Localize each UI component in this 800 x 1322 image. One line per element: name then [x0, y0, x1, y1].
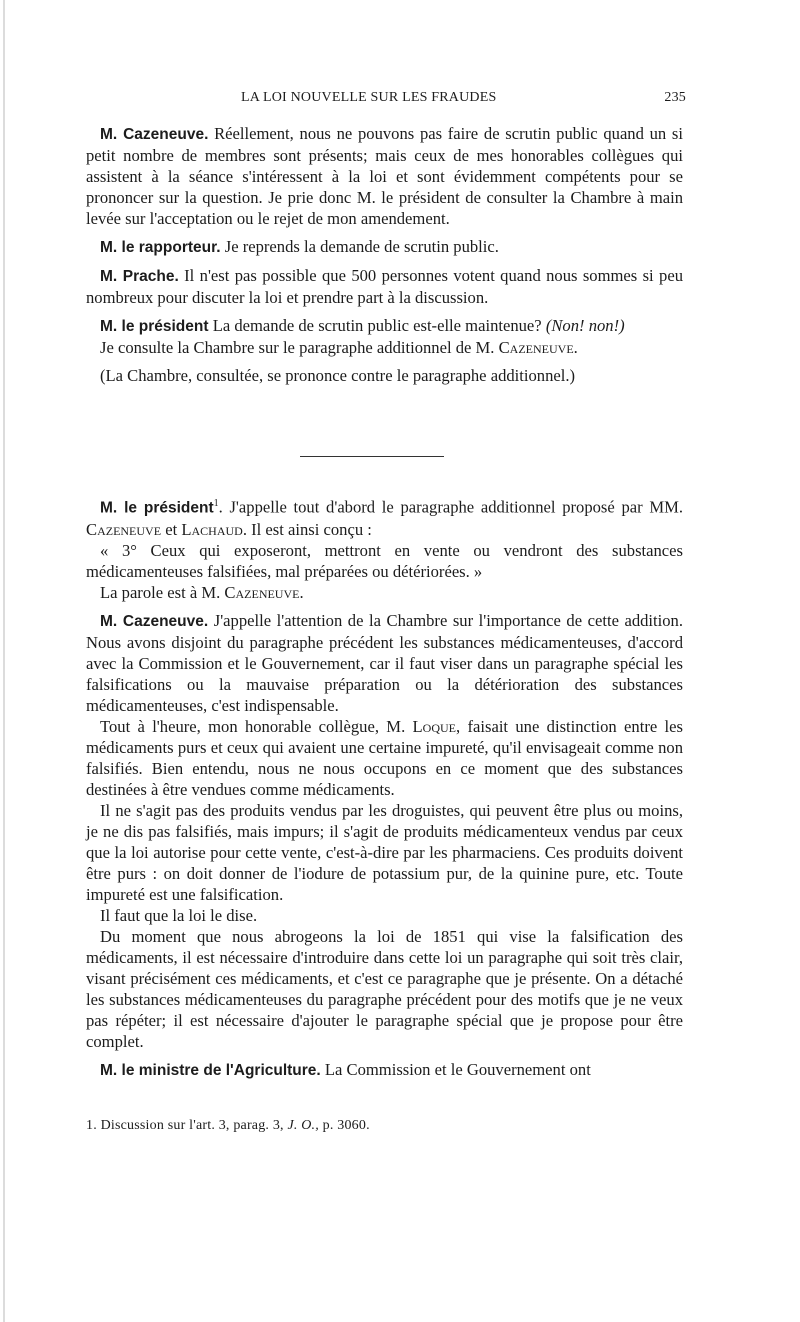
paragraph-text: et [165, 519, 178, 539]
paragraph-droguistes [86, 800, 683, 905]
paragraph-floor-given [86, 582, 683, 603]
paragraph-text: Il ne s'agit pas des produits vendus par les droguistes, qui peuvent être plus ou moins, je ne dis pas falsifiés, mais impurs; il s'agit de produits médicamenteux vendus par ceux que la loi autorise pour cette vente, c'est-à-dire par les pharmaciens. Ces produits doivent être purs : on doit donner de l'iodure de potassium pur, de la quinine pure, etc. Toute impureté est une falsification. [86, 800, 683, 904]
paragraph-text: Je reprends la demande de scrutin public. [224, 237, 499, 256]
person-name: Cazeneuve [86, 519, 162, 539]
paragraph-president-proposal [86, 493, 683, 540]
paragraph-loque-distinction [86, 716, 683, 800]
paragraph-consultation [86, 337, 683, 358]
speaker-name: M. Cazeneuve. [100, 126, 209, 143]
paragraph-text: . J'appelle tout d'abord le paragraphe additionnel proposé par MM. [218, 497, 683, 517]
person-name: Cazeneuve. [498, 338, 578, 357]
paragraph-text: Tout à l'heure, mon honorable collègue, M. [100, 716, 406, 736]
paragraph-cazeneuve-scrutin [86, 123, 683, 229]
paragraph-quoted-text [86, 540, 683, 582]
paragraph-text: faisait une distinction entre les médicaments purs et ceux qui avaient une certaine impureté, qu'il envisageait comme non falsifiés. Bien entendu, nous ne nous occupons en ce moment que des substances destinées à être vendues comme médicaments. [86, 716, 683, 799]
paragraph-text: La Commission et le Gouvernement ont [324, 1059, 591, 1079]
speaker-name: M. le rapporteur. [100, 239, 221, 256]
person-name: Cazeneuve. [224, 582, 304, 602]
footnote-reference: J. O., [287, 1118, 319, 1133]
speaker-name: M. Cazeneuve. [100, 612, 209, 630]
paragraph-cazeneuve-addition [86, 610, 683, 716]
page-number: 235 [664, 90, 686, 105]
paragraph-text: Réellement, nous ne pouvons pas faire de scrutin public quand un si petit nombre de membres sont présents; mais ceux de mes honorables collègues qui assistent à la séance s'intéressent à la loi et sont évidemment compétents pour se prononcer sur la question. Je prie donc M. le président de consulter la Chambre à main levée sur l'acceptation ou le rejet de mon amendement. [86, 124, 683, 228]
paragraph-text: « 3° Ceux qui exposeront, mettront en vente ou vendront des substances médicamenteuses falsifiées, mal préparées ou détériorées. » [86, 540, 683, 581]
debate-section-bottom [86, 493, 683, 1081]
paragraph-text: Je consulte la Chambre sur le paragraphe additionnel de M. [100, 338, 495, 357]
paragraph-vote-result [86, 365, 683, 386]
paragraph-ministre [86, 1059, 683, 1081]
paragraph-rapporteur [86, 236, 683, 258]
person-name: Loque, [412, 716, 461, 736]
section-divider [300, 456, 444, 457]
footnote-mark: 1 [213, 498, 219, 509]
debate-section-top [86, 123, 683, 386]
paragraph-text: Il n'est pas possible que 500 personnes votent quand nous sommes si peu nombreux pour discuter la loi et prendre part à la discussion. [86, 266, 683, 307]
footnote [86, 1118, 370, 1134]
page-edge [3, 0, 5, 1322]
paragraph-text: La parole est à M. [100, 582, 221, 602]
paragraph-loi-dise [86, 905, 683, 926]
speaker-name: M. Prache. [100, 268, 179, 285]
paragraph-loi-1851 [86, 926, 683, 1052]
paragraph-text: Il est ainsi conçu : [251, 519, 372, 539]
footnote-text: 1. Discussion sur l'art. 3, parag. 3, [86, 1118, 284, 1133]
paragraph-prache [86, 265, 683, 308]
person-name: Lachaud. [181, 519, 247, 539]
header-title: LA LOI NOUVELLE SUR LES FRAUDES [241, 90, 497, 105]
paragraph-text: Du moment que nous abrogeons la loi de 1851 qui vise la falsification des médicaments, il est nécessaire d'introduire dans cette loi un paragraphe qui soit très clair, visant précisément ces médicaments, et c'est ce paragraphe que je présente. On a détaché les substances médicamenteuses du paragraphe précédent pour des motifs que je ne veux pas répéter; il est nécessaire d'ajouter le paragraphe spécial que je propose pour être complet. [86, 926, 683, 1051]
speaker-name: M. le président [100, 318, 209, 335]
paragraph-text: Il faut que la loi le dise. [100, 905, 258, 925]
speaker-name: M. le président [100, 499, 214, 517]
footnote-text: p. 3060. [322, 1118, 370, 1133]
interjection: (Non! non!) [545, 316, 625, 335]
speaker-name: M. le ministre de l'Agriculture. [100, 1061, 321, 1079]
paragraph-text: (La Chambre, consultée, se prononce contre le paragraphe additionnel.) [100, 366, 576, 385]
paragraph-president-scrutin [86, 315, 683, 337]
paragraph-text: J'appelle l'attention de la Chambre sur l'importance de cette addition. Nous avons disjoint du paragraphe précédent les substances médicamenteuses, d'accord avec la Commission et le Gouvernement, car il faut viser dans un paragraphe spécial les falsifications ou la mauvaise préparation ou la détérioration des substances médicamenteuses, c'est indispensable. [86, 610, 683, 715]
paragraph-text: La demande de scrutin public est-elle maintenue? [212, 316, 542, 335]
